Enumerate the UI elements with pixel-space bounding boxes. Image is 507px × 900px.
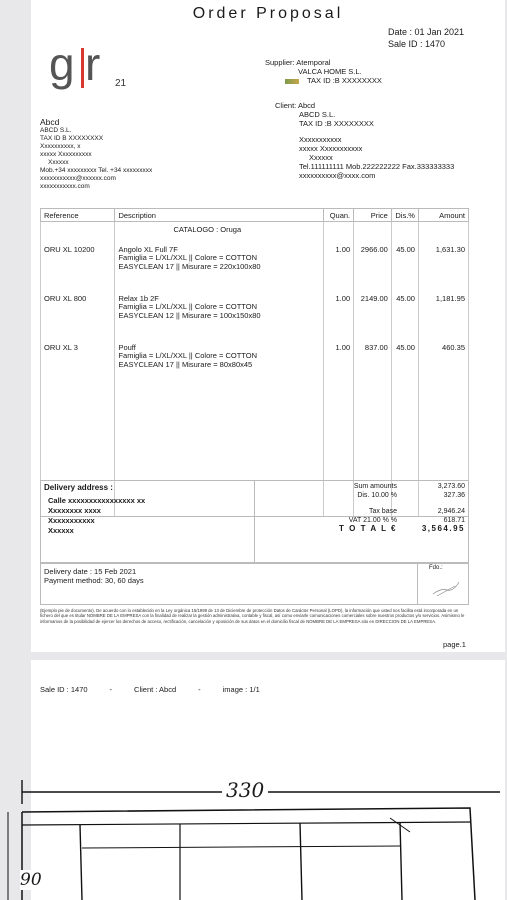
buyer-name: Abcd (40, 117, 60, 127)
sum-label: Sum amounts (353, 483, 397, 490)
client-name: Abcd (297, 101, 316, 110)
payment-divider (417, 563, 418, 605)
vat-label: VAT 21.00 % % (348, 516, 397, 524)
table-row (41, 291, 469, 340)
item-quantity: 1.00 (323, 242, 354, 291)
document-title: Order Proposal (192, 5, 344, 22)
tax-base-value: 2,946.24 (437, 508, 465, 516)
item-amount: 1,631.30 (418, 242, 468, 291)
client-address-1: Xxxxxxxxxxx (299, 134, 342, 144)
supplier-logo-icon (285, 79, 299, 84)
header-description: Description (115, 209, 323, 222)
table-row (41, 242, 469, 291)
item-quantity: 1.00 (323, 340, 354, 389)
item-detail-2: EASYCLEAN 17 || Misurare = 220x100x80 (118, 261, 261, 271)
client-phones: Tel.111111111 Mob.222222222 Fax.333333333 (299, 162, 455, 172)
total-value: 3,564.95 (421, 524, 465, 534)
buyer-address-1: Xxxxxxxxxx, x (40, 143, 81, 150)
buyer-block (40, 117, 152, 191)
discount-label: Dis. 10.00 % (357, 491, 397, 499)
buyer-phones: Mob.+34 xxxxxxxxx Tel. +34 xxxxxxxxx (40, 167, 153, 174)
page2-header (40, 685, 260, 694)
item-price: 2149.00 (354, 291, 392, 340)
item-reference: ORU XL 800 (41, 291, 115, 340)
item-title: Pouff (118, 342, 136, 352)
delivery-line-4: Xxxxxx (48, 526, 74, 535)
table-header-row (41, 209, 469, 222)
supplier-block (265, 58, 382, 86)
client-address-3: Xxxxxx (309, 153, 333, 163)
client-tax: TAX ID :B XXXXXXXX (299, 119, 374, 129)
page2-sale-id: Sale ID : 1470 (40, 685, 88, 694)
item-detail-1: Famiglia = L/XL/XXL || Colore = COTTON (118, 302, 257, 311)
item-description (115, 291, 323, 340)
header-price: Price (354, 209, 392, 222)
sale-id: Sale ID : 1470 (388, 39, 446, 49)
item-title: Angolo XL Full 7F (118, 244, 178, 254)
buyer-address-2: xxxxx Xxxxxxxxxx (40, 151, 92, 158)
delivery-line-3: Xxxxxxxxxxx (48, 516, 95, 525)
item-price: 837.00 (354, 340, 392, 389)
totals-summary (331, 483, 465, 534)
table-row (41, 340, 469, 389)
supplier-company: VALCA HOME S.L. (298, 67, 362, 77)
total-row (331, 525, 465, 534)
supplier-name: Atemporal (296, 58, 331, 67)
discount-row (331, 492, 465, 501)
totals-divider (254, 480, 255, 563)
item-amount: 1,181.95 (418, 291, 468, 340)
item-price: 2966.00 (354, 242, 392, 291)
buyer-tax: TAX ID B XXXXXXXX (40, 135, 104, 142)
sum-value: 3,273.60 (437, 483, 465, 490)
logo-subtext: 21 (115, 78, 127, 89)
dimension-height-label: 90 (20, 870, 42, 890)
header-reference: Reference (41, 209, 115, 222)
item-detail-2: EASYCLEAN 17 || Misurare = 80x80x45 (118, 359, 253, 369)
vat-value: 618.71 (443, 516, 465, 524)
svg-text:g: g (49, 44, 72, 90)
client-block (275, 101, 454, 181)
item-discount: 45.00 (391, 340, 418, 389)
header-amount: Amount (418, 209, 468, 222)
client-label: Client: (275, 101, 297, 110)
supplier-label: Supplier: (265, 58, 295, 67)
dimension-width-label: 330 (222, 778, 268, 802)
page2-client: Client : Abcd (134, 685, 177, 694)
company-logo (49, 44, 159, 100)
signature-mark (431, 578, 461, 603)
buyer-address-3: Xxxxxx (48, 159, 69, 166)
svg-text:r: r (85, 44, 101, 90)
catalog-row (41, 222, 469, 242)
delivery-title: Delivery address : (44, 483, 113, 492)
sum-row (331, 483, 465, 492)
page2-separator-2: - (198, 685, 201, 694)
tax-base-label: Tax base (368, 508, 397, 516)
page2-image-count: image : 1/1 (222, 685, 260, 694)
delivery-address (48, 496, 145, 536)
sofa-sketch (0, 770, 507, 900)
item-description (115, 242, 323, 291)
client-address-2: xxxxx Xxxxxxxxxxx (299, 143, 363, 153)
supplier-tax: TAX ID :B XXXXXXXX (307, 76, 382, 86)
item-reference: ORU XL 3 (41, 340, 115, 389)
item-detail-1: Famiglia = L/XL/XXL || Colore = COTTON (118, 351, 257, 360)
item-title: Relax 1b 2F (118, 293, 159, 303)
item-description (115, 340, 323, 389)
delivery-line-2: Xxxxxxxx xxxx (48, 506, 101, 515)
date-block (388, 26, 464, 50)
item-detail-2: EASYCLEAN 12 || Misurare = 100x150x80 (118, 310, 261, 320)
buyer-company: ABCD S.L. (40, 127, 72, 134)
client-company: ABCD S.L. (299, 110, 336, 120)
item-quantity: 1.00 (323, 291, 354, 340)
header-quantity: Quan. (323, 209, 354, 222)
payment-info (44, 567, 144, 585)
document-page-1 (31, 0, 505, 652)
total-label: T O T A L € (339, 524, 397, 534)
catalog-line: CATALOGO : Oruga (115, 222, 323, 242)
items-table (40, 208, 469, 517)
item-detail-1: Famiglia = L/XL/XXL || Colore = COTTON (118, 253, 257, 262)
signature-label: Fdo.: (429, 565, 443, 571)
buyer-email-1: xxxxxxxxxxx@xxxxxx.com (40, 175, 116, 182)
tax-base-row (331, 508, 465, 517)
item-discount: 45.00 (391, 242, 418, 291)
buyer-email-2: xxxxxxxxxxx.com (40, 183, 90, 190)
item-reference: ORU XL 10200 (41, 242, 115, 291)
item-discount: 45.00 (391, 291, 418, 340)
payment-method: Payment method: 30, 60 days (44, 576, 144, 585)
header-discount: Dis.% (391, 209, 418, 222)
page2-separator-1: - (109, 685, 113, 694)
document-date: Date : 01 Jan 2021 (388, 27, 465, 37)
item-amount: 460.35 (418, 340, 468, 389)
page-number: page.1 (443, 640, 466, 649)
client-email: xxxxxxxxxx@xxxx.com (299, 171, 376, 181)
delivery-date: Delivery date : 15 Feb 2021 (44, 567, 137, 576)
legal-footer: (Ejemplo pie de documento). De acuerdo con lo establecido en la Ley orgánica 15/1999 de 13 de Diciembre de protección Datos de Carácter Personal (LOPD), la información que usted nos facilita está incorporada en un fichero del que es titular NOMBRE DE LA EMPRESA con la finalidad de realizar la gestión administrativa, contable y fiscal, así como enviarle comunicaciones comerciales sobre nuestros productos y/o servicios. Asimismo le informamos de la posibilidad de ejercer los derechos de acceso, rectificación, cancelación y oposición de sus datos en el domicilio fiscal de NOMBRE DE LA EMPRESA sito en DIRECCION DE LA EMPRESA. (40, 608, 465, 624)
delivery-line-1: Calle xxxxxxxxxxxxxxxx xx (48, 496, 146, 505)
discount-value: 327.36 (443, 491, 465, 499)
